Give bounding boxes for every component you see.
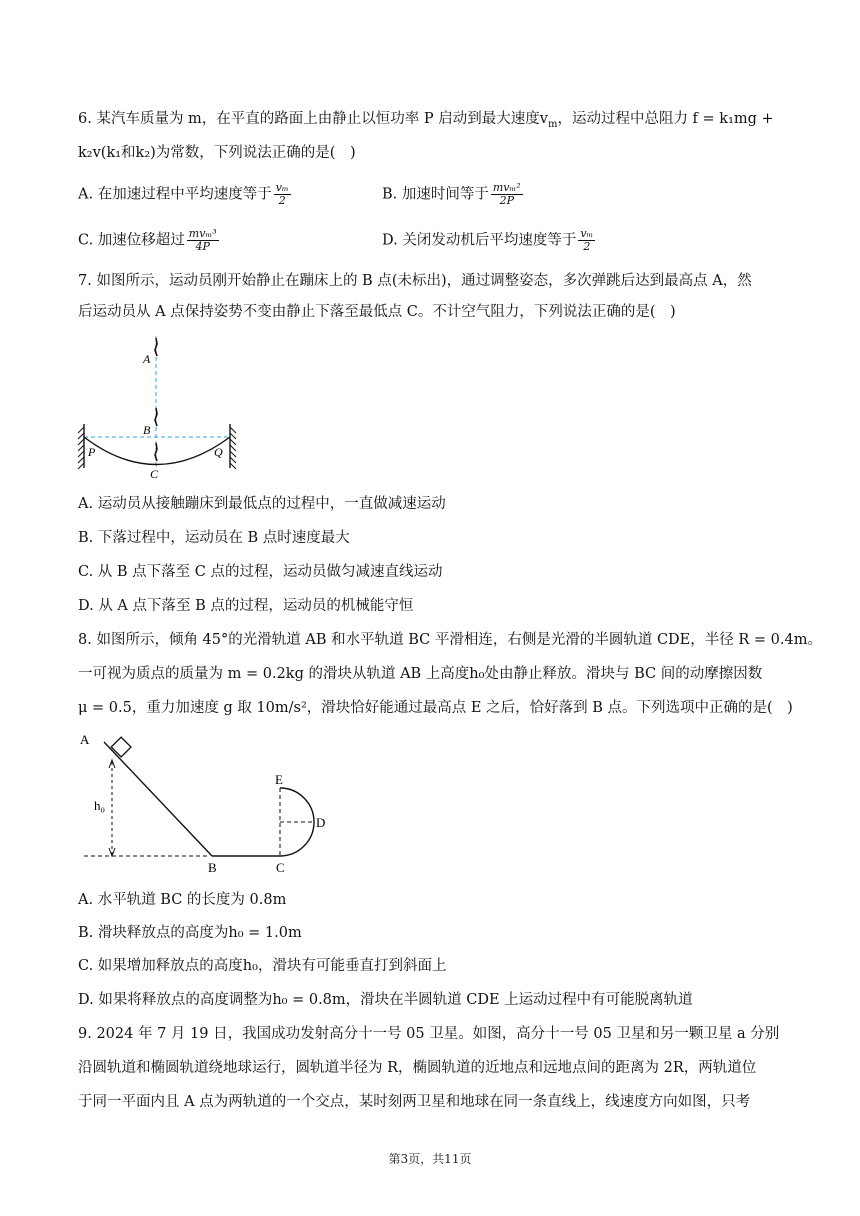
q6-option-d: D. 关闭发动机后平均速度等于 $\frac{\text{vₘ}}{2}$ bbox=[382, 227, 594, 253]
q8-stem-line-1: 8. 如图所示，倾角 45°的光滑轨道 AB 和水平轨道 BC 平滑相连，右侧是光滑的半圆轨道 CDE，半径 R = 0.4m。 bbox=[78, 632, 822, 648]
q9-stem-line-3: 于同一平面内且 A 点为两轨道的一个交点，某时刻两卫星和地球在同一条直线上，线速度方向如图，只考 bbox=[78, 1094, 751, 1110]
fig-label-p: P bbox=[88, 445, 96, 459]
q8-stem-line-2: 一可视为质点的质量为 m = 0.2kg 的滑块从轨道 AB 上高度h₀处由静止释放。滑块与 BC 间的动摩擦因数 bbox=[78, 666, 763, 682]
q7-stem-line-2: 后运动员从 A 点保持姿势不变由静止下落至最低点 C。不计空气阻力，下列说法正确的是( ) bbox=[78, 304, 676, 320]
q7-stem-line-1: 7. 如图所示，运动员刚开始静止在蹦床上的 B 点(未标出)，通过调整姿态，多次弹跳后达到最高点 A，然 bbox=[78, 273, 752, 289]
q8-option-b: B. 滑块释放点的高度为h₀ = 1.0m bbox=[78, 925, 302, 941]
fig-label-c: C bbox=[150, 467, 159, 480]
q9-stem-line-2: 沿圆轨道和椭圆轨道绕地球运行，圆轨道半径为 R，椭圆轨道的近地点和远地点间的距离为 2R，两轨道位 bbox=[78, 1060, 757, 1076]
fig-label-c: C bbox=[276, 860, 285, 875]
fig-label-e: E bbox=[275, 772, 283, 787]
q6-stem-line-1: 6. 某汽车质量为 m，在平直的路面上由静止以恒功率 P 启动到最大速度$v_m$，运动过程中总阻力 f = k₁mg + bbox=[78, 111, 774, 130]
q6-option-a: A. 在加速过程中平均速度等于 $\frac{\text{vₘ}}{2}$ bbox=[78, 181, 289, 207]
q8-option-a: A. 水平轨道 BC 的长度为 0.8m bbox=[78, 892, 287, 908]
fraction: $\frac{\text{mvₘ²}}{2P}$ bbox=[492, 181, 521, 207]
track-figure bbox=[74, 728, 344, 878]
fig-label-b: B bbox=[143, 423, 151, 437]
fig-label-h0: h₀ bbox=[94, 798, 106, 813]
fig-label-q: Q bbox=[214, 445, 223, 459]
q6-stem-line-2: k₂v(k₁和k₂)为常数，下列说法正确的是( ) bbox=[78, 145, 356, 161]
q7-option-c: C. 从 B 点下落至 C 点的过程，运动员做匀减速直线运动 bbox=[78, 564, 443, 580]
q8-option-d: D. 如果将释放点的高度调整为h₀ = 0.8m，滑块在半圆轨道 CDE 上运动过程中有可能脱离轨道 bbox=[78, 992, 693, 1008]
q8-stem-line-3: μ = 0.5，重力加速度 g 取 10m/s²，滑块恰好能通过最高点 E 之后，恰好落到 B 点。下列选项中正确的是( ) bbox=[78, 700, 793, 716]
fraction: $\frac{\text{vₘ}}{2}$ bbox=[580, 227, 594, 253]
q6-option-b: B. 加速时间等于 $\frac{\text{mvₘ²}}{2P}$ bbox=[382, 181, 521, 207]
fig-label-b: B bbox=[208, 860, 217, 875]
q8-option-c: C. 如果增加释放点的高度h₀，滑块有可能垂直打到斜面上 bbox=[78, 958, 447, 974]
q7-option-b: B. 下落过程中，运动员在 B 点时速度最大 bbox=[78, 530, 350, 546]
q7-option-d: D. 从 A 点下落至 B 点的过程，运动员的机械能守恒 bbox=[78, 598, 414, 614]
q9-stem-line-1: 9. 2024 年 7 月 19 日，我国成功发射高分十一号 05 卫星。如图，高分十一号 05 卫星和另一颗卫星 a 分别 bbox=[78, 1026, 780, 1042]
fraction: $\frac{\text{mvₘ³}}{4P}$ bbox=[188, 227, 217, 253]
fig-label-d: D bbox=[316, 815, 326, 830]
fig-label-a: A bbox=[143, 352, 151, 366]
fraction: $\frac{\text{vₘ}}{2}$ bbox=[275, 181, 289, 207]
q6-option-c: C. 加速位移超过 $\frac{\text{mvₘ³}}{4P}$ bbox=[78, 227, 217, 253]
trampoline-figure bbox=[74, 330, 244, 480]
page-footer: 第3页，共11页 bbox=[388, 1152, 472, 1166]
fig-label-a: A bbox=[80, 732, 90, 747]
q7-option-a: A. 运动员从接触蹦床到最低点的过程中，一直做减速运动 bbox=[78, 496, 446, 512]
